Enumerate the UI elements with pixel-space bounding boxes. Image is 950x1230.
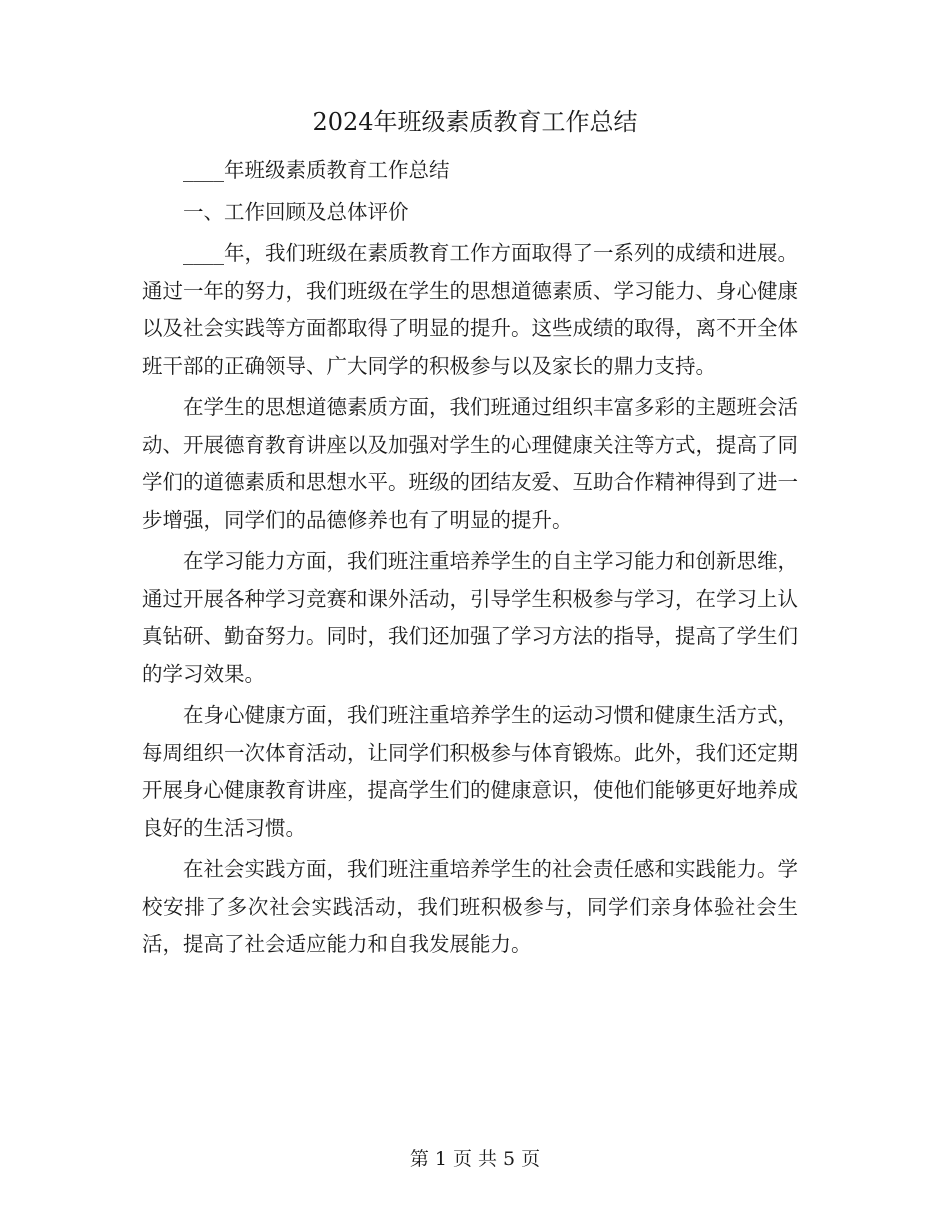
- body-paragraph: 在学生的思想道德素质方面，我们班通过组织丰富多彩的主题班会活动、开展德育教育讲座以及加强对学生的心理健康关注等方式，提高了同学们的道德素质和思想水平。班级的团结友爱、互助合作精神得到了进一步增强，同学们的品德修养也有了明显的提升。: [142, 395, 798, 532]
- body-paragraph: 在学习能力方面，我们班注重培养学生的自主学习能力和创新思维，通过开展各种学习竞赛和课外活动，引导学生积极参与学习，在学习上认真钻研、勤奋努力。同时，我们还加强了学习方法的指导，提高了学生们的学习效果。: [142, 549, 798, 686]
- subtitle-paragraph: ____年班级素质教育工作总结: [183, 158, 450, 182]
- section-heading: 一、工作回顾及总体评价: [183, 199, 409, 224]
- document-body: [142, 152, 798, 968]
- body-paragraph: 在社会实践方面，我们班注重培养学生的社会责任感和实践能力。学校安排了多次社会实践活动，我们班积极参与，同学们亲身体验社会生活，提高了社会适应能力和自我发展能力。: [142, 857, 798, 956]
- document-title: 2024年班级素质教育工作总结: [312, 108, 638, 136]
- body-paragraph: ____年，我们班级在素质教育工作方面取得了一系列的成绩和进展。通过一年的努力，我们班级在学生的思想道德素质、学习能力、身心健康以及社会实践等方面都取得了明显的提升。这些成绩的取得，离不开全体班干部的正确领导、广大同学的积极参与以及家长的鼎力支持。: [142, 241, 798, 378]
- body-paragraph: 在身心健康方面，我们班注重培养学生的运动习惯和健康生活方式，每周组织一次体育活动，让同学们积极参与体育锻炼。此外，我们还定期开展身心健康教育讲座，提高学生们的健康意识，使他们能够更好地养成良好的生活习惯。: [142, 703, 798, 840]
- page-footer: 第 1 页 共 5 页: [409, 1148, 541, 1170]
